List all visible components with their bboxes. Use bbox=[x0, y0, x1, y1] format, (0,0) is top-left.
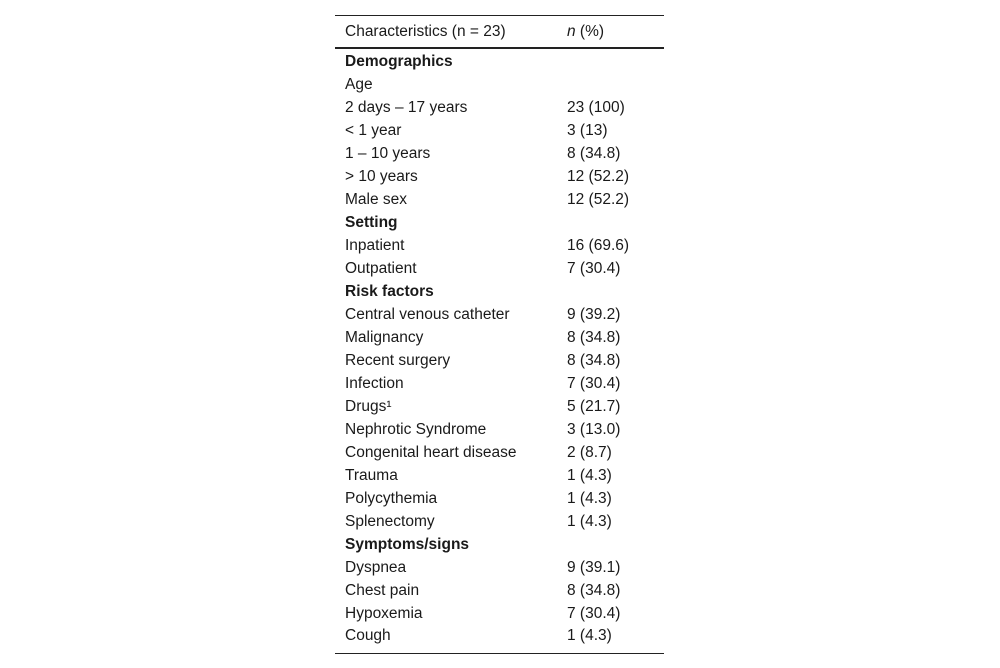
header-row bbox=[335, 16, 664, 49]
table-row bbox=[335, 372, 664, 395]
row-label: Polycythemia bbox=[345, 489, 438, 507]
row-label: Central venous catheter bbox=[345, 305, 510, 323]
row-value bbox=[567, 48, 664, 73]
row-label: Male sex bbox=[345, 190, 408, 208]
table-row bbox=[335, 326, 664, 349]
row-label: 2 days – 17 years bbox=[345, 98, 468, 116]
row-value: 12 (52.2) bbox=[567, 190, 630, 208]
table-body bbox=[335, 48, 664, 654]
row-label: 1 – 10 years bbox=[345, 144, 431, 162]
row-value: 5 (21.7) bbox=[567, 397, 621, 415]
row-label: Congenital heart disease bbox=[345, 443, 517, 461]
row-value: 9 (39.2) bbox=[567, 305, 621, 323]
section-row bbox=[335, 280, 664, 303]
row-label: Infection bbox=[345, 374, 404, 392]
section-row bbox=[335, 211, 664, 234]
table-row bbox=[335, 395, 664, 418]
table-row bbox=[335, 625, 664, 654]
data-table bbox=[335, 15, 664, 654]
row-label: > 10 years bbox=[345, 167, 418, 185]
section-heading: Demographics bbox=[345, 52, 453, 70]
table-row bbox=[335, 119, 664, 142]
header-percent: (%) bbox=[575, 22, 605, 40]
table-row bbox=[335, 257, 664, 280]
row-value: 9 (39.1) bbox=[567, 558, 621, 576]
row-value bbox=[567, 533, 664, 556]
table-row bbox=[335, 96, 664, 119]
table-row bbox=[335, 487, 664, 510]
row-value: 3 (13) bbox=[567, 121, 608, 139]
table-row bbox=[335, 234, 664, 257]
row-label: Inpatient bbox=[345, 236, 405, 254]
section-heading: Symptoms/signs bbox=[345, 535, 470, 553]
row-value: 8 (34.8) bbox=[567, 328, 621, 346]
row-label: Recent surgery bbox=[345, 351, 451, 369]
row-value: 7 (30.4) bbox=[567, 604, 621, 622]
row-value: 7 (30.4) bbox=[567, 259, 621, 277]
row-label: Splenectomy bbox=[345, 512, 435, 530]
section-heading: Risk factors bbox=[345, 282, 434, 300]
row-label: Nephrotic Syndrome bbox=[345, 420, 487, 438]
row-value: 7 (30.4) bbox=[567, 374, 621, 392]
row-label: Dyspnea bbox=[345, 558, 407, 576]
table-row bbox=[335, 418, 664, 441]
row-value: 8 (34.8) bbox=[567, 144, 621, 162]
row-value: 1 (4.3) bbox=[567, 466, 612, 484]
table-row bbox=[335, 73, 664, 96]
row-value: 2 (8.7) bbox=[567, 443, 612, 461]
row-value: 1 (4.3) bbox=[567, 512, 612, 530]
header-n-percent bbox=[567, 16, 664, 49]
row-label: Drugs¹ bbox=[345, 397, 392, 415]
section-row bbox=[335, 533, 664, 556]
row-label: Trauma bbox=[345, 466, 398, 484]
table-row bbox=[335, 556, 664, 579]
table-row bbox=[335, 464, 664, 487]
row-value: 3 (13.0) bbox=[567, 420, 621, 438]
table-row bbox=[335, 602, 664, 625]
header-n: n bbox=[567, 22, 576, 40]
row-label: Hypoxemia bbox=[345, 604, 423, 622]
row-label: Malignancy bbox=[345, 328, 424, 346]
table-row bbox=[335, 165, 664, 188]
row-label: Cough bbox=[335, 625, 567, 654]
table-header bbox=[335, 16, 664, 49]
row-value: 16 (69.6) bbox=[567, 236, 630, 254]
table-row bbox=[335, 349, 664, 372]
row-value: 8 (34.8) bbox=[567, 581, 621, 599]
row-value: 1 (4.3) bbox=[567, 625, 664, 654]
row-label: Outpatient bbox=[345, 259, 417, 277]
row-value: 23 (100) bbox=[567, 98, 625, 116]
characteristics-table bbox=[335, 15, 664, 654]
table-row bbox=[335, 441, 664, 464]
section-row bbox=[335, 48, 664, 73]
table-row bbox=[335, 579, 664, 602]
section-heading: Setting bbox=[345, 213, 398, 231]
row-label: < 1 year bbox=[345, 121, 402, 139]
row-value: 12 (52.2) bbox=[567, 167, 630, 185]
table-row bbox=[335, 510, 664, 533]
row-value bbox=[567, 73, 664, 96]
row-value: 1 (4.3) bbox=[567, 489, 612, 507]
row-value: 8 (34.8) bbox=[567, 351, 621, 369]
header-characteristics: Characteristics (n = 23) bbox=[335, 16, 567, 49]
row-label: Age bbox=[345, 75, 373, 93]
row-value bbox=[567, 280, 664, 303]
row-value bbox=[567, 211, 664, 234]
table-row bbox=[335, 303, 664, 326]
table-row bbox=[335, 142, 664, 165]
row-label: Chest pain bbox=[345, 581, 420, 599]
table-row bbox=[335, 188, 664, 211]
